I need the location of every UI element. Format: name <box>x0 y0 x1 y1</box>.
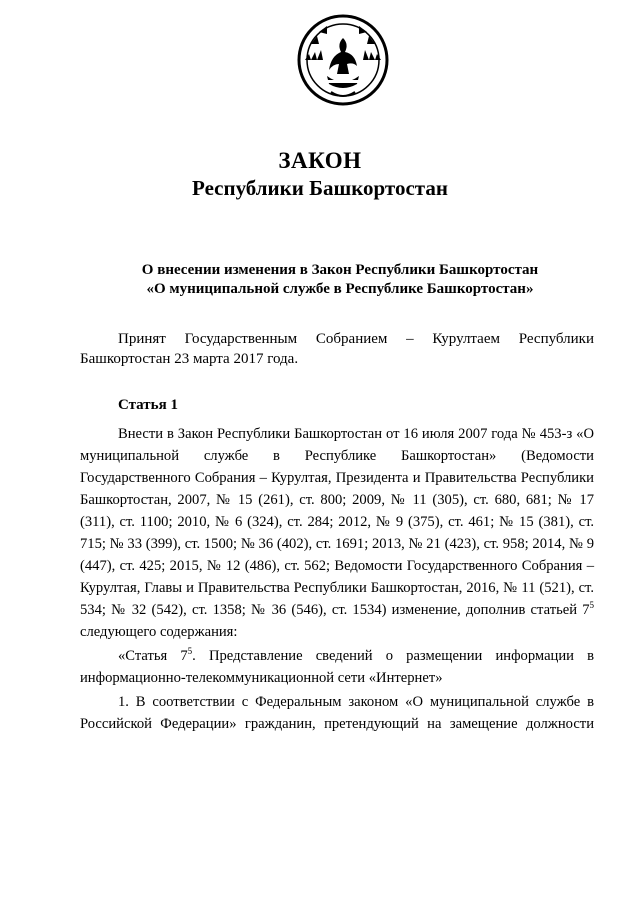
new-article-heading: «Статья $7^5$. Представление сведений о размещении информации в информационно-телекоммуникационной сети «Интернет» <box>80 646 594 686</box>
adoption-note: Принят Государственным Собранием – Курултаем Республики Башкортостан 23 марта 2017 года. <box>80 331 594 367</box>
article-1-body <box>80 423 594 737</box>
law-title-line-1: О внесении изменения в Закон Республики Башкортостан <box>141 262 539 278</box>
republic-subtitle: Республики Башкортостан <box>192 176 448 200</box>
article-1-paragraph-1: Внести в Закон Республики Башкортостан от 16 июля 2007 года № 453-з «О муниципальной службе в Республике Башкортостан» (Ведомости Государственного Собрания – Курултая, Президента и Правительства Республики Башкортостан, 2007, № 15 (261), ст. 800; 2009, № 11 (305), ст. 680, 681; № 17 (311), ст. 1100; 2010, № 6 (324), ст. 284; 2012, № 9 (375), ст. 461; № 15 (381), ст. 715; № 33 (399), ст. 1500; № 36 (402), ст. 1691; 2013, № 21 (423), ст. 958; 2014, № 9 (447), ст. 425; 2015, № 12 (486), ст. 562; Ведомости Государственного Собрания – Курултая, Главы и Правительства Республики Башкортостан, 2016, № 11 (521), ст. 534; № 32 (542), ст. 1358; № 36 (546), ст. 1534) изменение, дополнив статьей $7^5$ следующего содержания: <box>80 426 594 640</box>
article-1-heading: Статья 1 <box>118 397 178 413</box>
new-article-point-1: 1. В соответствии с Федеральным законом «О муниципальной службе в Российской Федерации» гражданин, претендующий на замещение должности <box>80 694 594 732</box>
coat-of-arms-emblem <box>297 14 389 106</box>
document-type-title: ЗАКОН <box>278 148 362 173</box>
law-title-line-2: «О муниципальной службе в Республике Башкортостан» <box>146 281 534 297</box>
